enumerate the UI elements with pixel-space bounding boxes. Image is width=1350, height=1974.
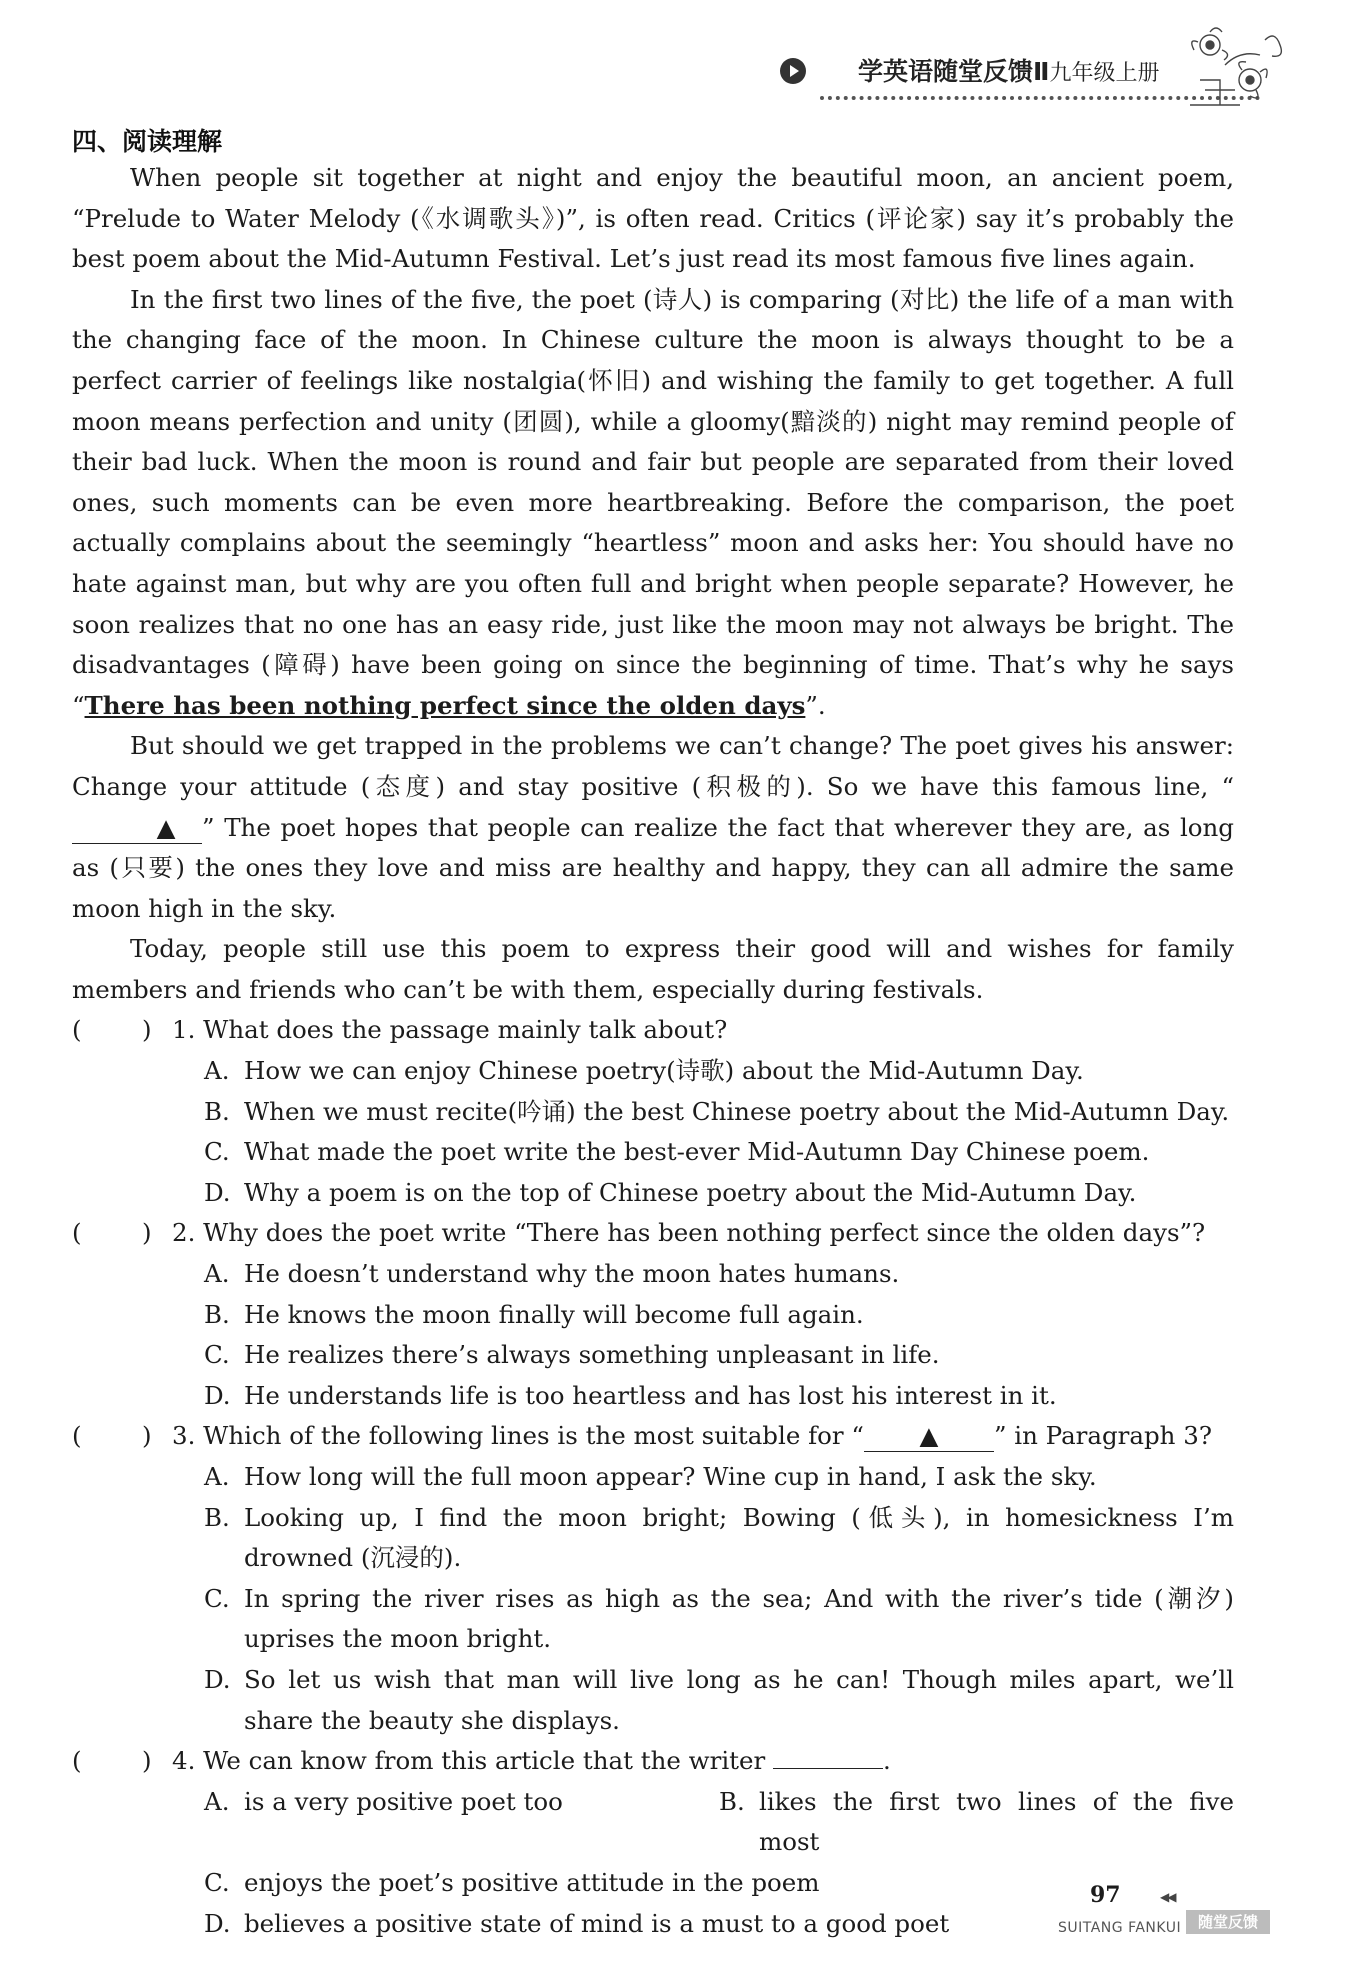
question-2-options bbox=[72, 1254, 1234, 1416]
option-letter: D. bbox=[204, 1664, 231, 1694]
option-c[interactable] bbox=[204, 1132, 1234, 1173]
option-text: Why a poem is on the top of Chinese poetry about the Mid-Autumn Day. bbox=[244, 1177, 1137, 1207]
answer-bracket-close: ) bbox=[142, 1218, 152, 1248]
option-d[interactable] bbox=[204, 1376, 1234, 1417]
double-arrow-left-icon: ◀◀ bbox=[1160, 1890, 1175, 1904]
option-text: What made the poet write the best-ever Mid-Autumn Day Chinese poem. bbox=[244, 1137, 1150, 1167]
answer-bracket-close: ) bbox=[142, 1421, 152, 1451]
option-c[interactable] bbox=[204, 1863, 1234, 1904]
option-letter: B. bbox=[204, 1299, 230, 1329]
paragraph-2-end: ”. bbox=[805, 690, 826, 720]
question-1-options bbox=[72, 1051, 1234, 1213]
book-grade: 九年级上册 bbox=[1049, 61, 1160, 86]
option-letter: B. bbox=[204, 1502, 230, 1532]
option-letter: D. bbox=[204, 1908, 231, 1938]
option-text: is a very positive poet too bbox=[244, 1786, 563, 1816]
option-a[interactable] bbox=[204, 1782, 719, 1863]
option-letter: A. bbox=[204, 1462, 230, 1491]
option-letter: C. bbox=[204, 1137, 230, 1167]
option-letter: C. bbox=[204, 1867, 230, 1897]
play-icon bbox=[780, 58, 806, 84]
section-heading: 四、阅读理解 bbox=[72, 127, 223, 156]
answer-bracket-open[interactable]: ( bbox=[72, 1421, 82, 1451]
passage-paragraph-2 bbox=[72, 280, 1234, 727]
answer-bracket-open[interactable]: ( bbox=[72, 1218, 82, 1248]
question-2-stem: 2. Why does the poet write “There has been nothing perfect since the olden days”? bbox=[172, 1218, 1206, 1248]
passage-paragraph-4: Today, people still use this poem to express their good will and wishes for family members and friends who can’t be with them, especially during festivals. bbox=[72, 934, 1234, 1004]
option-text: enjoys the poet’s positive attitude in the poem bbox=[244, 1867, 820, 1897]
answer-bracket-open[interactable]: ( bbox=[72, 1746, 82, 1776]
option-b[interactable] bbox=[204, 1295, 1234, 1336]
option-text: How long will the full moon appear? Wine cup in hand, I ask the sky. bbox=[244, 1462, 1097, 1491]
option-d[interactable] bbox=[204, 1173, 1234, 1214]
book-title-main: 学英语随堂反馈Ⅱ bbox=[858, 57, 1050, 86]
option-d[interactable] bbox=[204, 1660, 1234, 1741]
option-text: He realizes there’s always something unpleasant in life. bbox=[244, 1340, 940, 1370]
option-text: How we can enjoy Chinese poetry(诗歌) about the Mid-Autumn Day. bbox=[244, 1056, 1084, 1086]
question-3-stem-before: 3. Which of the following lines is the most suitable for “ bbox=[172, 1421, 864, 1451]
paragraph-3-before: But should we get trapped in the problems we can’t change? The poet gives his answer: Change your attitude (态度) and stay positive (积极的). So we have this famous line, “ bbox=[72, 731, 1234, 801]
option-letter: D. bbox=[204, 1380, 231, 1410]
option-letter: B. bbox=[204, 1096, 230, 1126]
option-letter: B. bbox=[719, 1786, 745, 1816]
question-3 bbox=[72, 1416, 1234, 1457]
option-letter: A. bbox=[204, 1259, 230, 1289]
paragraph-3-after: ” The poet hopes that people can realize the fact that wherever they are, as long as (只要) the ones they love and miss are healthy and happy, they can all admire the same moon high in the sky. bbox=[72, 812, 1234, 923]
option-a[interactable] bbox=[204, 1254, 1234, 1295]
question-4 bbox=[72, 1741, 1234, 1782]
option-letter: C. bbox=[204, 1340, 230, 1370]
option-letter: D. bbox=[204, 1177, 231, 1207]
option-text: When we must recite(吟诵) the best Chinese poetry about the Mid-Autumn Day. bbox=[244, 1096, 1230, 1126]
reading-content bbox=[72, 158, 1234, 1944]
book-title bbox=[858, 52, 1159, 88]
question-3-stem-after: ” in Paragraph 3? bbox=[993, 1421, 1212, 1451]
option-letter: A. bbox=[204, 1056, 230, 1086]
question-4-stem-end: . bbox=[883, 1746, 891, 1776]
option-b[interactable] bbox=[204, 1092, 1234, 1133]
page-header bbox=[770, 40, 1290, 110]
footer-label-badge: 随堂反馈 bbox=[1186, 1910, 1270, 1934]
question-4-blank[interactable] bbox=[773, 1742, 883, 1769]
option-b[interactable] bbox=[204, 1498, 1234, 1579]
option-letter: A. bbox=[204, 1786, 230, 1816]
option-a[interactable] bbox=[204, 1457, 1234, 1498]
option-a[interactable] bbox=[204, 1051, 1234, 1092]
option-text: In spring the river rises as high as the sea; And with the river’s tide (潮汐) uprises the moon bright. bbox=[244, 1583, 1234, 1654]
options-row-ab bbox=[204, 1782, 1234, 1863]
key-quote: There has been nothing perfect since the olden days bbox=[84, 690, 806, 720]
passage-paragraph-1: When people sit together at night and enjoy the beautiful moon, an ancient poem, “Prelude to Water Melody (《水调歌头》)”, is often read. Critics (评论家) say it’s probably the best poem about the Mid-Autumn Festival. Let’s just read its most famous five lines again. bbox=[72, 163, 1234, 274]
answer-bracket-close: ) bbox=[142, 1746, 152, 1776]
option-letter: C. bbox=[204, 1583, 230, 1613]
question-4-stem: 4. We can know from this article that the writer bbox=[172, 1746, 766, 1776]
question-1-stem: 1. What does the passage mainly talk about? bbox=[172, 1015, 728, 1045]
option-text: Looking up, I find the moon bright; Bowing (低头), in homesickness I’m drowned (沉浸的). bbox=[244, 1502, 1234, 1573]
question-3-blank: ▲ bbox=[864, 1421, 994, 1452]
passage-paragraph-3 bbox=[72, 726, 1234, 929]
option-b[interactable] bbox=[719, 1782, 1234, 1863]
footer-label-en: SUITANG FANKUI bbox=[1058, 1920, 1182, 1936]
question-2 bbox=[72, 1213, 1234, 1254]
paragraph-2-text: In the first two lines of the five, the poet (诗人) is comparing (对比) the life of a man with the changing face of the moon. In Chinese culture the moon is always thought to be a perfect carrier of feelings like nostalgia(怀旧) and wishing the family to get together. A full moon means perfection and unity (团圆), while a gloomy(黯淡的) night may remind people of their bad luck. When the moon is round and fair but people are separated from their loved ones, such moments can be even more heartbreaking. Before the comparison, the poet actually complains about the seemingly “heartless” moon and asks her: You should have no hate against man, but why are you often full and bright when people separate? However, he soon realizes that no one has an easy ride, just like the moon may not always be bright. The disadvantages (障碍) have been going on since the beginning of time. That’s why he says “ bbox=[72, 284, 1234, 720]
option-c[interactable] bbox=[204, 1579, 1234, 1660]
option-text: likes the first two lines of the five most bbox=[759, 1786, 1234, 1857]
page-number: 97 bbox=[1090, 1882, 1121, 1908]
option-text: He doesn’t understand why the moon hates humans. bbox=[244, 1259, 900, 1289]
option-text: So let us wish that man will live long as he can! Though miles apart, we’ll share the beauty she displays. bbox=[244, 1664, 1234, 1735]
question-1 bbox=[72, 1010, 1234, 1051]
question-3-options bbox=[72, 1457, 1234, 1741]
flower-decoration-icon bbox=[1180, 20, 1290, 120]
answer-bracket-close: ) bbox=[142, 1015, 152, 1045]
answer-bracket-open[interactable]: ( bbox=[72, 1015, 82, 1045]
option-text: believes a positive state of mind is a must to a good poet bbox=[244, 1908, 950, 1938]
fill-blank-triangle[interactable]: ▲ bbox=[72, 813, 202, 844]
option-text: He understands life is too heartless and has lost his interest in it. bbox=[244, 1380, 1057, 1410]
option-text: He knows the moon finally will become full again. bbox=[244, 1299, 864, 1329]
option-c[interactable] bbox=[204, 1335, 1234, 1376]
